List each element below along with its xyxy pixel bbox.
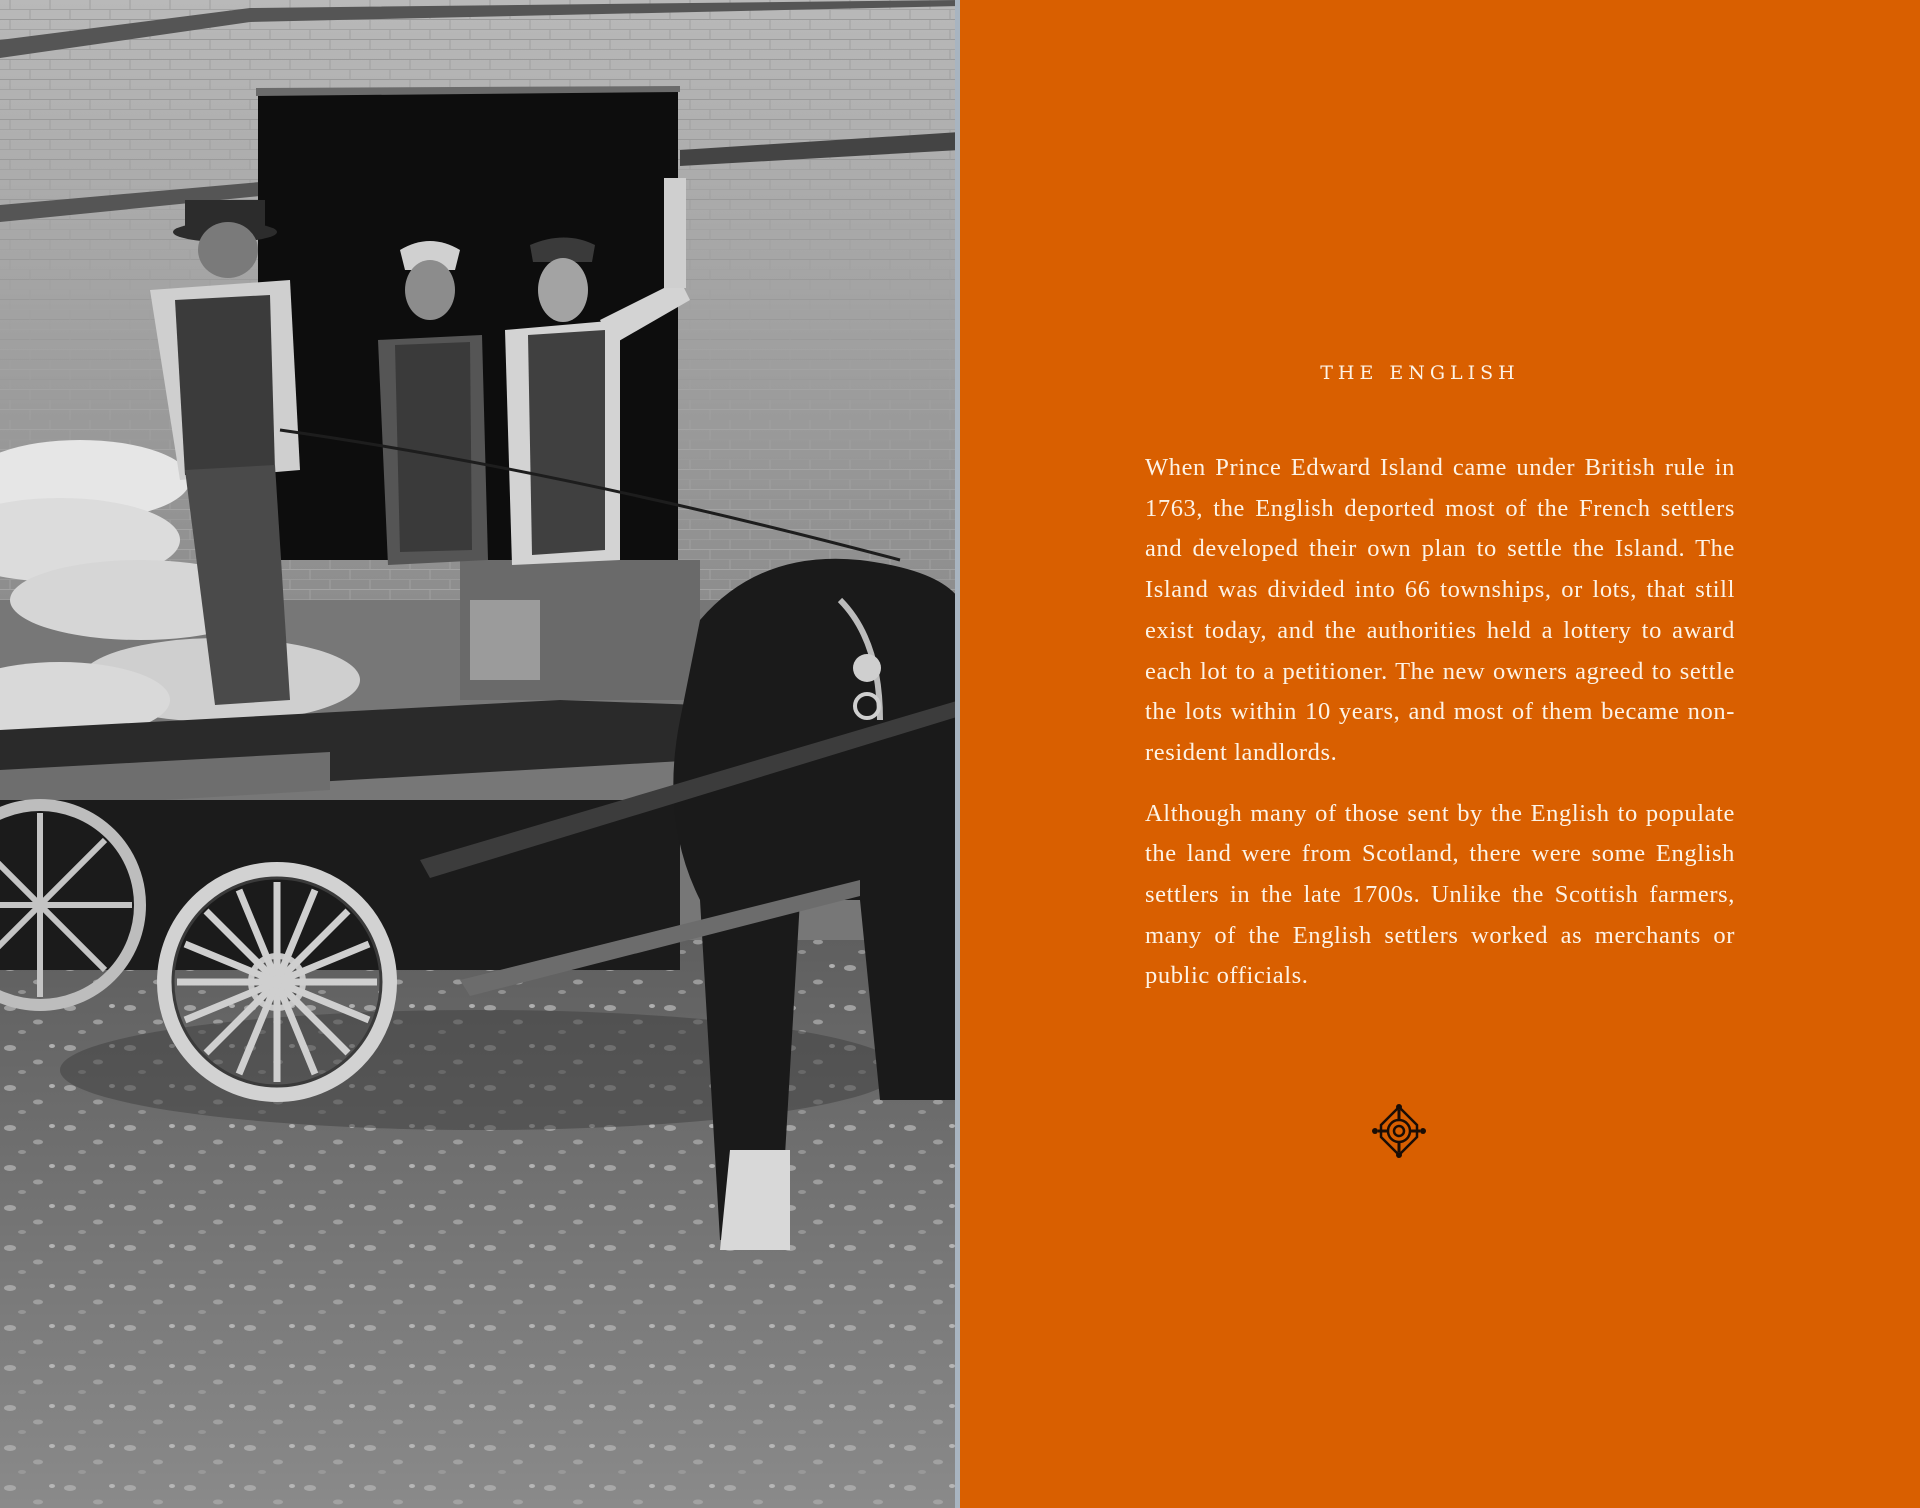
body-text (1145, 448, 1735, 1017)
compass-rose-icon (1372, 1104, 1426, 1158)
text-page (960, 0, 1920, 1508)
paragraph: Although many of those sent by the English to populate the land were from Scotland, there were some English settlers in the late 1700s. Unlike the Scottish farmers, many of the English settlers worked as merchants or public officials. (1145, 799, 1735, 990)
paragraph: When Prince Edward Island came under British rule in 1763, the English deported most of the French settlers and developed their own plan to settle the Island. The Island was divided into 66 townships, or lots, that still exist today, and the authorities held a lottery to award each lot to a petitioner. The new owners agreed to settle the lots within 10 years, and most of them became non-resident landlords. (1145, 454, 1735, 766)
section-heading: THE ENGLISH (1320, 362, 1520, 384)
